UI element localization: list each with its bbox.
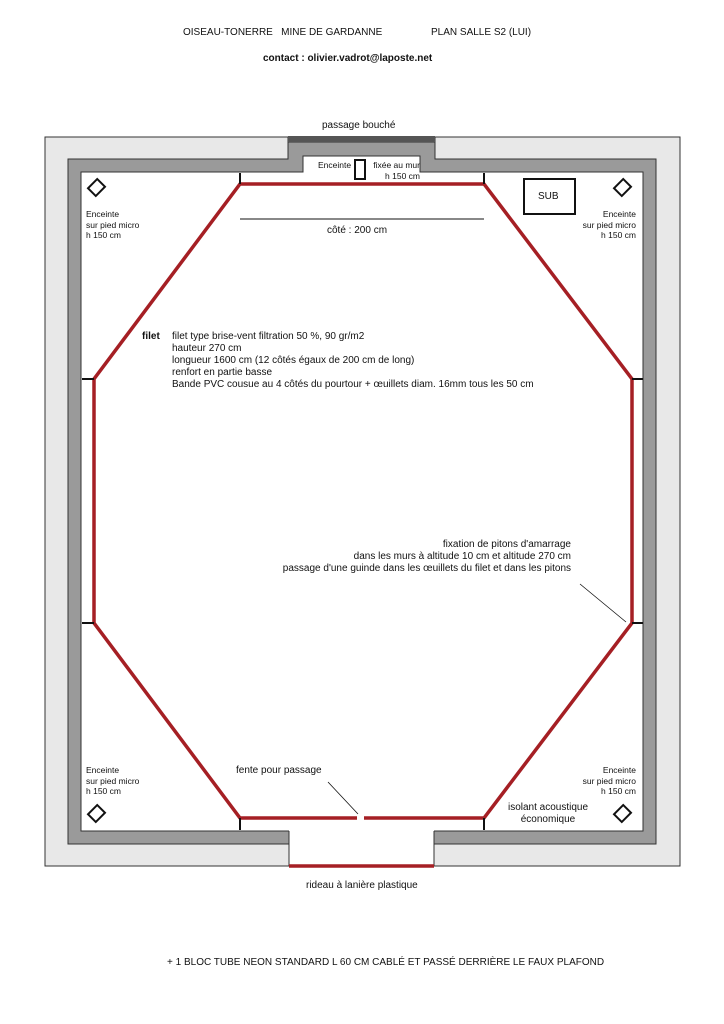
project-title: OISEAU-TONERRE MINE DE GARDANNE	[183, 27, 383, 38]
wall-speaker-height: h 150 cm	[385, 171, 420, 181]
fixee-mur-label: fixée au mur	[373, 160, 420, 170]
sub-label: SUB	[538, 191, 559, 202]
speaker-bl-label: Enceinte sur pied micro h 150 cm	[86, 765, 140, 796]
passage-bouche-bar	[288, 136, 435, 142]
wall-speaker-icon	[355, 160, 365, 179]
speaker-tl-label: Enceinte sur pied micro h 150 cm	[86, 209, 140, 240]
contact-line: contact : olivier.vadrot@laposte.net	[263, 53, 433, 64]
footer-note: + 1 BLOC TUBE NEON STANDARD L 60 CM CABLÉ ET PASSÉ DERRIÈRE LE FAUX PLAFOND	[167, 957, 605, 968]
bottom-opening	[289, 830, 434, 867]
speaker-tr-label: Enceinte sur pied micro h 150 cm	[582, 209, 636, 240]
fixation-note: fixation de pitons d'amarrage dans les murs à altitude 10 cm et altitude 270 cm passage d'une guinde dans les œuillets du filet et dans les pitons	[282, 539, 571, 574]
rideau-label: rideau à lanière plastique	[306, 880, 418, 891]
plan-title: PLAN SALLE S2 (LUI)	[431, 27, 532, 38]
fente-label: fente pour passage	[236, 765, 322, 776]
passage-bouche-label: passage bouché	[322, 120, 396, 131]
filet-description: filet type brise-vent filtration 50 %, 90 gr/m2 hauteur 270 cm longueur 1600 cm (12 côtés égaux de 200 cm de long) renfort en partie basse Bande PVC cousue au 4 côtés du pourtour + œuillets diam. 16mm tous les 50 cm	[172, 331, 534, 390]
isolant-label: isolant acoustique économique	[507, 802, 589, 825]
wall-speaker-label: Enceinte	[318, 160, 352, 170]
speaker-br-label: Enceinte sur pied micro h 150 cm	[582, 765, 636, 796]
room-interior	[81, 156, 643, 831]
filet-label: filet	[142, 331, 160, 342]
cote-label: côté : 200 cm	[327, 225, 388, 236]
